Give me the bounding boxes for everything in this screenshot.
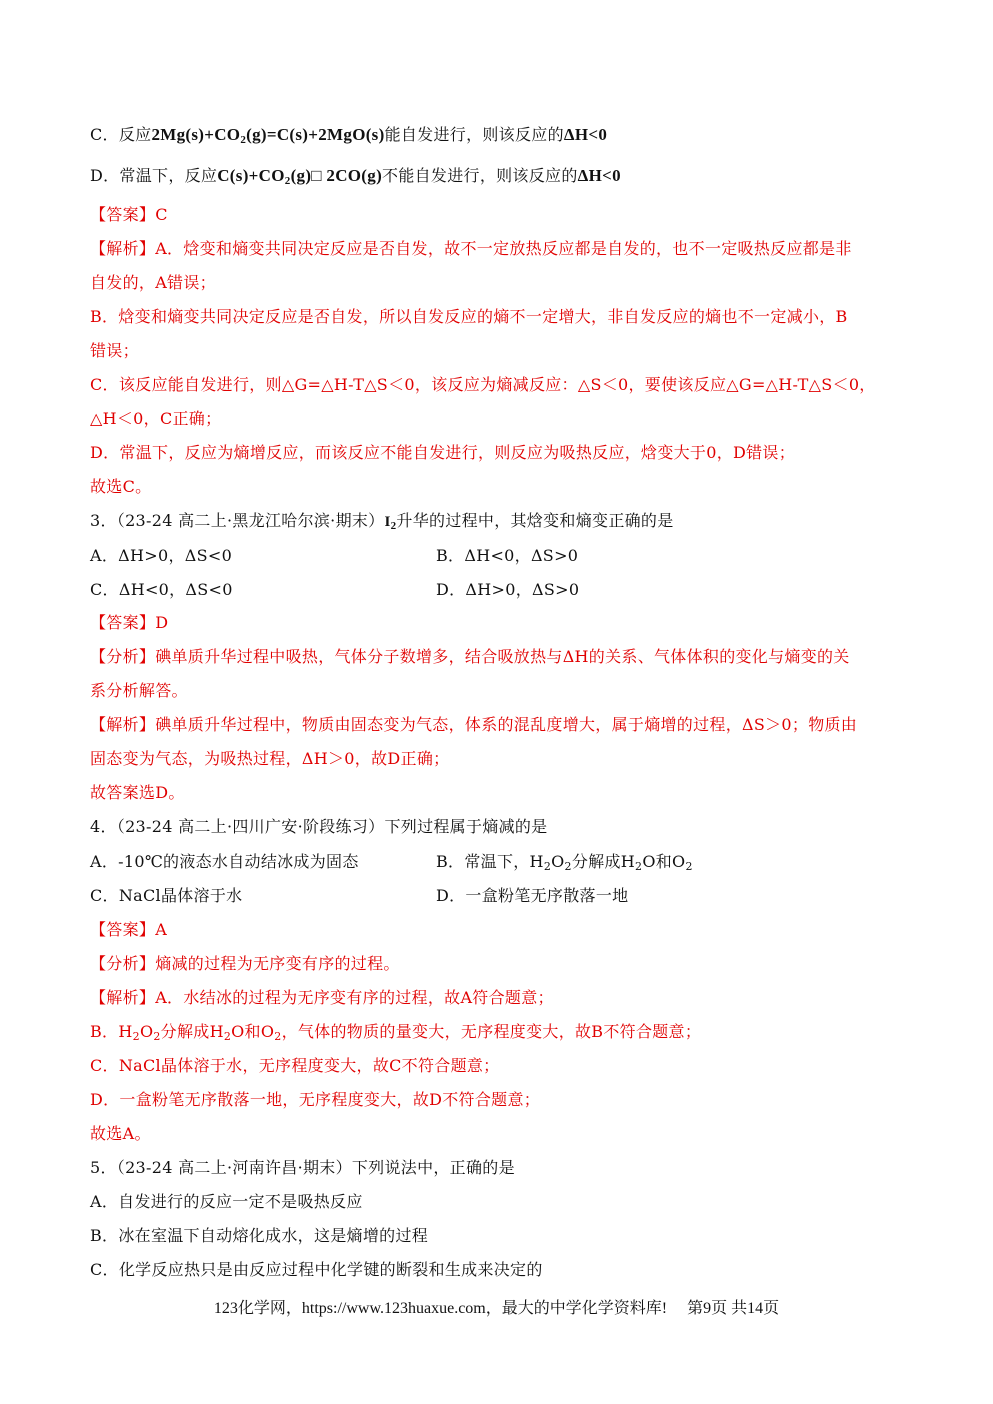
q5-option-a: A．自发进行的反应一定不是吸热反应 [90,1192,363,1211]
q4-option-c: C．NaCl晶体溶于水 [90,886,243,905]
footer-site: 123化学网，https://www.123huaxue.com，最大的中学化学资料库! [213,1300,668,1317]
q4-answer: 【答案】A [90,920,168,939]
q2-analysis-2: 自发的，A错误； [90,273,216,292]
q2-analysis-6: △H＜0，C正确； [90,409,222,428]
q2-analysis-5: C．该反应能自发进行，则△G=△H-T△S＜0，该反应为熵减反应：△S＜0，要使该反应△G=△H-T△S＜0， [90,375,876,394]
q2-analysis-3: B．焓变和熵变共同决定反应是否自发，所以自发反应的熵不一定增大，非自发反应的熵也不一定减小，B [90,307,848,326]
q3-analysis-2: 固态变为气态，为吸热过程，ΔH＞0，故D正确； [90,749,450,768]
q2-analysis-1: 【解析】A．焓变和熵变共同决定反应是否自发，故不一定放热反应都是自发的，也不一定吸热反应都是非 [90,239,852,258]
q3-fenxi-2: 系分析解答。 [90,681,188,700]
formula: $2Mg(s)+CO_2(g)=C(s)+2MgO(s)$ [151,125,385,146]
q4-analysis-4: D．一盒粉笔无序散落一地，无序程度变大，故D不符合题意； [90,1090,541,1109]
q4-analysis-2: B．$H_2O_2$分解成$H_2O$和$O_2$，气体的物质的量变大，无序程度变大，故B不符合题意； [90,1022,702,1043]
q5-option-c: C．化学反应热只是由反应过程中化学键的断裂和生成来决定的 [90,1260,543,1279]
q3-option-d: D．ΔH>0，ΔS>0 [436,580,580,599]
q3-analysis-1: 【解析】碘单质升华过程中，物质由固态变为气态，体系的混乱度增大，属于熵增的过程，ΔS＞0；物质由 [90,715,858,734]
q3-answer: 【答案】D [90,613,169,632]
q2-analysis-7: D．常温下，反应为熵增反应，而该反应不能自发进行，则反应为吸热反应，焓变大于0，D错误； [90,443,796,462]
q5-stem: 5．（23-24 高二上·河南许昌·期末）下列说法中，正确的是 [90,1158,515,1177]
q4-analysis-3: C．NaCl晶体溶于水，无序程度变大，故C不符合题意； [90,1056,500,1075]
q4-analysis-1: 【解析】A．水结冰的过程为无序变有序的过程，故A符合题意； [90,988,554,1007]
q4-stem: 4．（23-24 高二上·四川广安·阶段练习）下列过程属于熵减的是 [90,817,548,836]
q5-option-b: B．冰在室温下自动熔化成水，这是熵增的过程 [90,1226,429,1245]
q3-fenxi-1: 【分析】碘单质升华过程中吸热，气体分子数增多，结合吸放热与ΔH的关系、气体体积的变化与熵变的关 [90,647,850,666]
option-d-prev: D．常温下，反应$C(s)+CO_2(g)□$ 2CO(g)不能自发进行，则该反应的ΔH<0 [90,166,621,187]
q3-option-a: A．ΔH>0，ΔS<0 [90,546,233,565]
option-c-prev: C．反应$2Mg(s)+CO_2(g)=C(s)+2MgO(s)$能自发进行，则该反应的ΔH<0 [90,125,608,146]
q2-answer: 【答案】C [90,205,168,224]
q4-fenxi: 【分析】熵减的过程为无序变有序的过程。 [90,954,400,973]
q3-analysis-3: 故答案选D。 [90,783,185,802]
q4-option-a: A．-10℃的液态水自动结冰成为固态 [90,852,359,871]
q3-option-b: B．ΔH<0，ΔS>0 [436,546,579,565]
q2-analysis-4: 错误； [90,341,139,360]
footer-page-number: 第9页 共14页 [687,1300,780,1317]
q2-analysis-8: 故选C。 [90,477,152,496]
q4-option-b: B．常温下，$H_2O_2$分解成$H_2O$和$O_2$ [436,852,693,873]
q4-analysis-5: 故选A。 [90,1124,151,1143]
q3-stem: 3．（23-24 高二上·黑龙江哈尔滨·期末）$I_2$升华的过程中，其焓变和熵变正确的是 [90,511,674,532]
page-footer [0,1298,993,1320]
formula: $C(s)+CO_2(g)□$ 2CO(g) [217,166,383,187]
q3-option-c: C．ΔH<0，ΔS<0 [90,580,233,599]
q4-option-d: D．一盒粉笔无序散落一地 [436,886,629,905]
